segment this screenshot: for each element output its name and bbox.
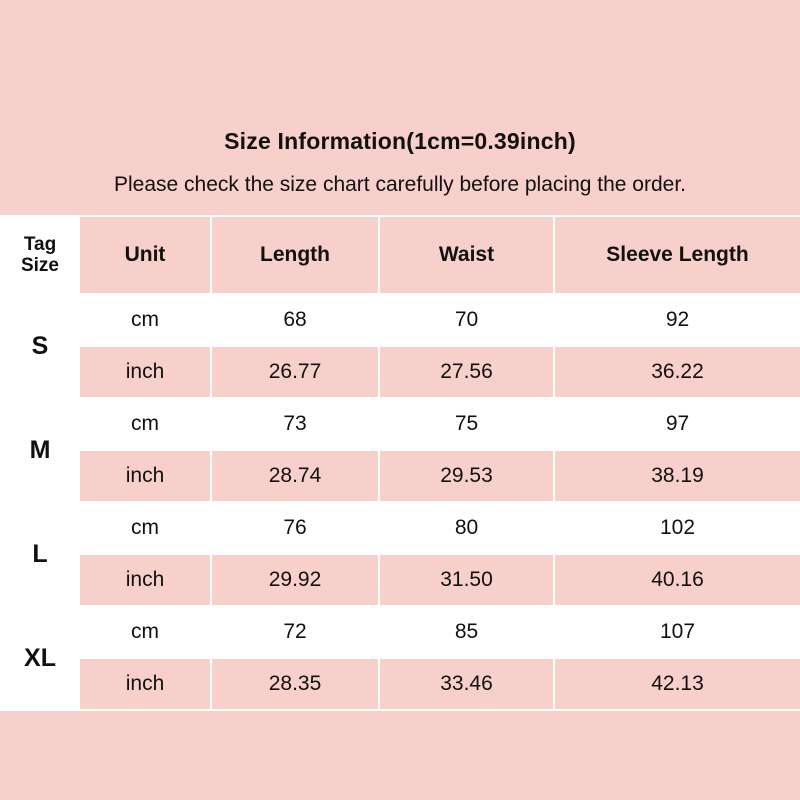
table-row: [1, 398, 800, 450]
sleeve-cell: 42.13: [554, 658, 800, 710]
column-header-unit: Unit: [79, 216, 211, 294]
column-header-waist: Waist: [379, 216, 554, 294]
unit-cell: inch: [79, 450, 211, 502]
waist-cell: 85: [379, 606, 554, 658]
sleeve-cell: 40.16: [554, 554, 800, 606]
waist-cell: 80: [379, 502, 554, 554]
unit-cell: inch: [79, 346, 211, 398]
column-header-tag-line2: Size: [20, 255, 60, 276]
waist-cell: 75: [379, 398, 554, 450]
table-row: [1, 554, 800, 606]
size-label-s: S: [1, 294, 79, 398]
unit-cell: cm: [79, 294, 211, 346]
sleeve-cell: 36.22: [554, 346, 800, 398]
table-row: [1, 502, 800, 554]
waist-cell: 31.50: [379, 554, 554, 606]
length-cell: 26.77: [211, 346, 379, 398]
column-header-sleeve-length: Sleeve Length: [554, 216, 800, 294]
table-row: [1, 346, 800, 398]
column-header-tag-line1: Tag: [23, 233, 57, 255]
length-cell: 76: [211, 502, 379, 554]
size-chart-block: [0, 110, 800, 711]
chart-header: [0, 110, 800, 215]
sleeve-cell: 97: [554, 398, 800, 450]
table-row: [1, 294, 800, 346]
unit-cell: cm: [79, 606, 211, 658]
table-row: [1, 606, 800, 658]
size-label-m: M: [1, 398, 79, 502]
unit-cell: inch: [79, 658, 211, 710]
length-cell: 28.74: [211, 450, 379, 502]
page-subtitle: Please check the size chart carefully before placing the order.: [114, 173, 686, 196]
table-row: [1, 450, 800, 502]
size-table: [0, 215, 800, 711]
column-header-tag-size: [1, 216, 79, 294]
unit-cell: inch: [79, 554, 211, 606]
sleeve-cell: 92: [554, 294, 800, 346]
table-header: [1, 216, 800, 294]
sleeve-cell: 102: [554, 502, 800, 554]
unit-cell: cm: [79, 398, 211, 450]
unit-cell: cm: [79, 502, 211, 554]
sleeve-cell: 107: [554, 606, 800, 658]
size-label-l: L: [1, 502, 79, 606]
page-title: Size Information(1cm=0.39inch): [224, 128, 576, 154]
table-body: [1, 294, 800, 710]
waist-cell: 33.46: [379, 658, 554, 710]
size-label-xl: XL: [1, 606, 79, 710]
table-header-row: [1, 216, 800, 294]
waist-cell: 27.56: [379, 346, 554, 398]
waist-cell: 29.53: [379, 450, 554, 502]
length-cell: 73: [211, 398, 379, 450]
length-cell: 29.92: [211, 554, 379, 606]
length-cell: 72: [211, 606, 379, 658]
sleeve-cell: 38.19: [554, 450, 800, 502]
length-cell: 68: [211, 294, 379, 346]
table-row: [1, 658, 800, 710]
waist-cell: 70: [379, 294, 554, 346]
length-cell: 28.35: [211, 658, 379, 710]
column-header-length: Length: [211, 216, 379, 294]
